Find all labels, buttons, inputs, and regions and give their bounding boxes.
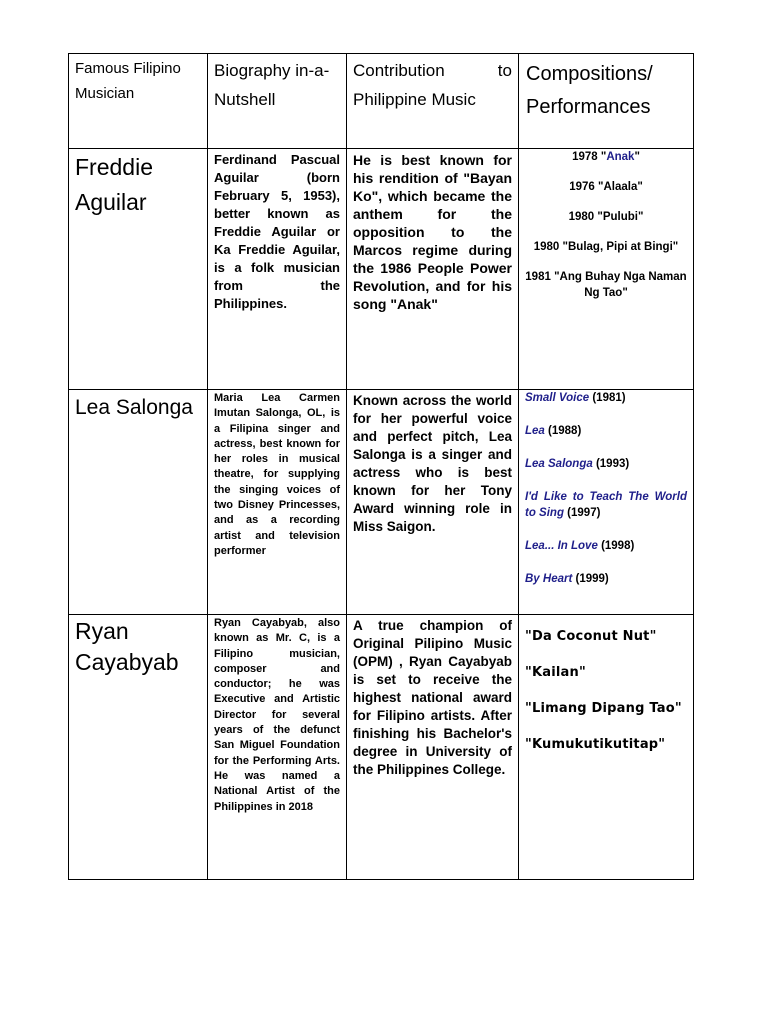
contribution-cell	[347, 615, 519, 880]
header-contribution: Contribution to Philippine Music	[347, 54, 519, 149]
composition-item: Lea Salonga (1993)	[525, 458, 630, 470]
biography-text: Ferdinand Pascual Aguilar (born February 5, 1953), better known as Freddie Aguilar or Ka Freddie Aguilar, is a folk musician from the Philippines.	[214, 152, 340, 311]
musicians-table	[68, 53, 694, 880]
composition-item: 1981 "Ang Buhay Nga Naman Ng Tao"	[525, 271, 687, 299]
musician-name-cell	[69, 390, 208, 615]
compositions-list	[519, 615, 693, 754]
musician-name: Freddie Aguilar	[75, 154, 153, 215]
compositions-cell	[519, 615, 694, 880]
biography-text: Maria Lea Carmen Imutan Salonga, OL, is a Filipina singer and actress, best known for her roles in musical theatre, for supplying the singing voices of two Disney Princesses, and as a recording artist and television performer	[214, 392, 340, 557]
composition-item: Lea (1988)	[525, 425, 582, 437]
musician-name: Ryan Cayabyab	[75, 618, 179, 675]
table-row	[69, 149, 694, 390]
composition-item: 1980 "Bulag, Pipi at Bingi"	[533, 241, 679, 253]
musician-name-cell	[69, 149, 208, 390]
compositions-list	[519, 390, 693, 587]
table-row	[69, 615, 694, 880]
composition-item: "Da Coconut Nut"	[525, 629, 657, 644]
header-musician: Famous Filipino Musician	[69, 54, 208, 149]
composition-item: "Kailan"	[525, 665, 586, 680]
biography-cell	[208, 390, 347, 615]
header-compositions: Compositions/ Performances	[519, 54, 694, 149]
musician-name-cell	[69, 615, 208, 880]
contribution-text: He is best known for his rendition of "Bayan Ko", which became the anthem for the opposition to the Marcos regime during the 1986 People Power Revolution, and for his song "Anak"	[353, 152, 512, 312]
composition-item: 1976 "Alaala"	[569, 181, 643, 193]
header-biography: Biography in-a-Nutshell	[208, 54, 347, 149]
composition-item: 1980 "Pulubi"	[568, 211, 644, 223]
table-header-row	[69, 54, 694, 149]
contribution-text: A true champion of Original Pilipino Music (OPM) , Ryan Cayabyab is set to receive the highest national award for Filipino artists. After finishing his Bachelor's degree in University of the Philippines College.	[353, 618, 512, 777]
compositions-cell	[519, 149, 694, 390]
biography-text: Ryan Cayabyab, also known as Mr. C, is a Filipino musician, composer and conductor; he was Executive and Artistic Director for several years of the defunct San Miguel Foundation for the Performing Arts. He was named a National Artist of the Philippines in 2018	[214, 617, 340, 813]
contribution-cell	[347, 149, 519, 390]
compositions-cell	[519, 390, 694, 615]
composition-item: I'd Like to Teach The World to Sing (1997)	[525, 491, 687, 519]
composition-item: Small Voice (1981)	[525, 392, 626, 404]
contribution-text: Known across the world for her powerful voice and perfect pitch, Lea Salonga is a singer and actress who is best known for her Tony Award winning role in Miss Saigon.	[353, 393, 512, 534]
table-row	[69, 390, 694, 615]
composition-item: "Limang Dipang Tao"	[525, 701, 682, 716]
composition-item: "Kumukutikutitap"	[525, 737, 666, 752]
composition-item: 1978 "Anak"	[572, 151, 640, 163]
composition-item: Lea... In Love (1998)	[525, 540, 635, 552]
composition-item: By Heart (1999)	[525, 573, 609, 585]
biography-cell	[208, 615, 347, 880]
compositions-list	[519, 149, 693, 301]
musician-name: Lea Salonga	[75, 396, 193, 419]
contribution-cell	[347, 390, 519, 615]
biography-cell	[208, 149, 347, 390]
